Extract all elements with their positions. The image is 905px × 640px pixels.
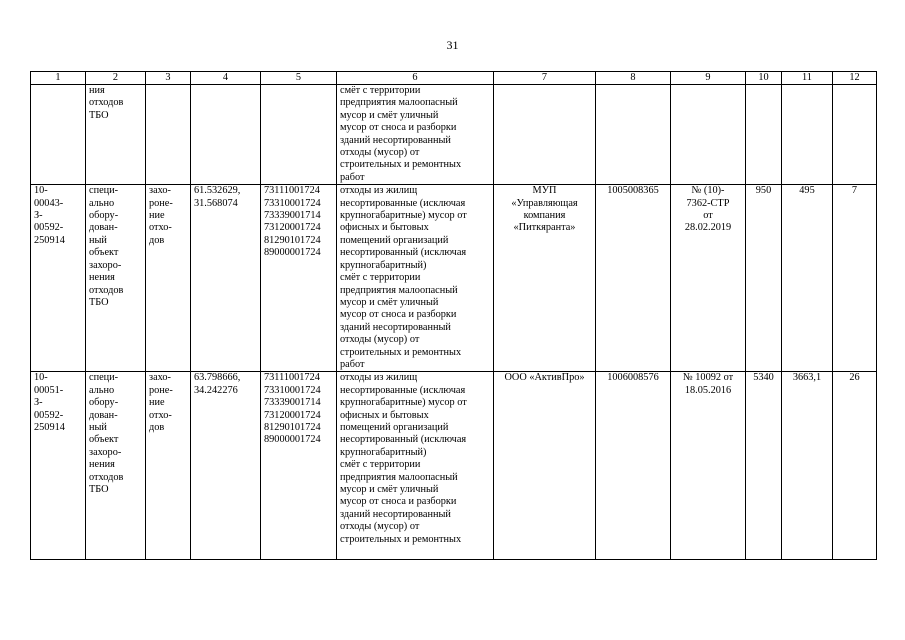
object-type-cell: специ- ально обору- дован- ный объект захоро- нения отходов ТБО [86, 185, 146, 372]
object-type-cell: специ- ально обору- дован- ный объект захоро- нения отходов ТБО [86, 372, 146, 560]
column-number: 10 [746, 72, 782, 85]
purpose-cell: захо- роне- ние отхо- дов [146, 372, 191, 560]
waste-facilities-table [30, 71, 877, 560]
value-cell: 495 [782, 185, 833, 372]
table-row [31, 85, 877, 185]
inn-cell [596, 85, 671, 185]
value-cell: 3663,1 [782, 372, 833, 560]
operator-cell: ООО «АктивПро» [494, 372, 596, 560]
column-number: 2 [86, 72, 146, 85]
table-row [31, 185, 877, 372]
page-number: 31 [446, 38, 459, 52]
column-number: 11 [782, 72, 833, 85]
inn-cell: 1006008576 [596, 372, 671, 560]
registry-number-cell [31, 85, 86, 185]
object-type-cell: ния отходов ТБО [86, 85, 146, 185]
registry-number-cell: 10- 00043- З- 00592- 250914 [31, 185, 86, 372]
purpose-cell: захо- роне- ние отхо- дов [146, 185, 191, 372]
inn-cell: 1005008365 [596, 185, 671, 372]
column-number: 4 [191, 72, 261, 85]
column-number: 6 [337, 72, 494, 85]
value-cell [833, 85, 877, 185]
value-cell: 5340 [746, 372, 782, 560]
purpose-cell [146, 85, 191, 185]
column-number: 7 [494, 72, 596, 85]
operator-cell [494, 85, 596, 185]
license-cell: № 10092 от 18.05.2016 [671, 372, 746, 560]
license-cell [671, 85, 746, 185]
coordinates-cell: 63.798666, 34.242276 [191, 372, 261, 560]
column-number: 9 [671, 72, 746, 85]
coordinates-cell: 61.532629, 31.568074 [191, 185, 261, 372]
waste-types-cell: отходы из жилищ несортированные (исключая крупногабаритные) мусор от офисных и бытовых помещений организаций несортированный (исключая крупногабаритный) смёт с территории предприятия малоопасный мусор и смёт уличный мусор от сноса и разборки зданий несортированный отходы (мусор) от строительных и ремонтных работ [337, 185, 494, 372]
value-cell: 26 [833, 372, 877, 560]
waste-types-cell: смёт с территории предприятия малоопасный мусор и смёт уличный мусор от сноса и разборки зданий несортированный отходы (мусор) от строительных и ремонтных работ [337, 85, 494, 185]
value-cell [746, 85, 782, 185]
fkko-codes-cell: 73111001724 73310001724 73339001714 73120001724 81290101724 89000001724 [261, 185, 337, 372]
fkko-codes-cell: 73111001724 73310001724 73339001714 73120001724 81290101724 89000001724 [261, 372, 337, 560]
fkko-codes-cell [261, 85, 337, 185]
column-number: 12 [833, 72, 877, 85]
waste-types-cell: отходы из жилищ несортированные (исключая крупногабаритные) мусор от офисных и бытовых помещений организаций несортированный (исключая крупногабаритный) смёт с территории предприятия малоопасный мусор и смёт уличный мусор от сноса и разборки зданий несортированный отходы (мусор) от строительных и ремонтных [337, 372, 494, 560]
operator-cell: МУП «Управляющая компания «Питкяранта» [494, 185, 596, 372]
value-cell: 7 [833, 185, 877, 372]
coordinates-cell [191, 85, 261, 185]
column-number: 3 [146, 72, 191, 85]
value-cell: 950 [746, 185, 782, 372]
column-number: 5 [261, 72, 337, 85]
column-number: 8 [596, 72, 671, 85]
column-number-row [31, 72, 877, 85]
value-cell [782, 85, 833, 185]
column-number: 1 [31, 72, 86, 85]
license-cell: № (10)- 7362-СТР от 28.02.2019 [671, 185, 746, 372]
table-row [31, 372, 877, 560]
registry-number-cell: 10- 00051- З- 00592- 250914 [31, 372, 86, 560]
